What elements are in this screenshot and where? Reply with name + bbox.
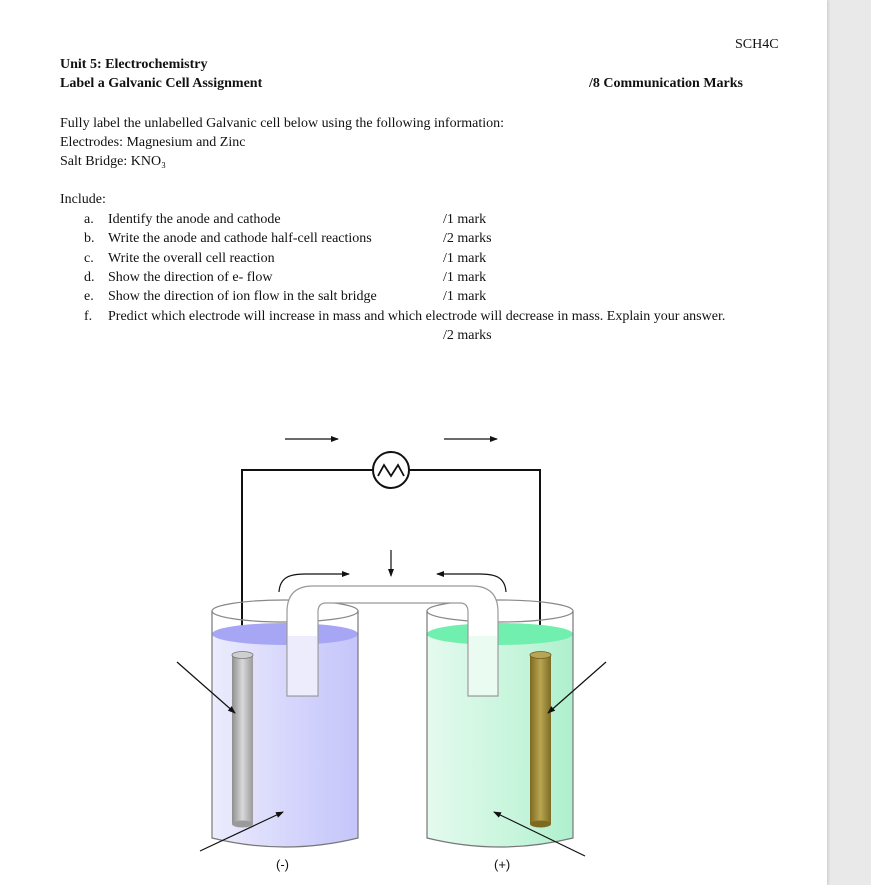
item-marks: /1 mark (443, 212, 487, 227)
item-letter: e. (84, 289, 94, 304)
item-marks: /1 mark (443, 270, 487, 285)
item-text: Write the anode and cathode half-cell reactions (108, 231, 372, 246)
unit-title: Unit 5: Electrochemistry (60, 57, 208, 72)
left-polarity-label: (-) (276, 857, 289, 872)
item-marks: /1 mark (443, 251, 487, 266)
item-letter: c. (84, 251, 94, 266)
communication-marks: /8 Communication Marks (589, 76, 743, 91)
right-polarity-label: (+) (494, 857, 511, 872)
item-marks: /2 marks (443, 231, 492, 246)
right-solution-surface (427, 623, 573, 645)
item-text: Identify the anode and cathode (108, 212, 281, 227)
item-f-marks: /2 marks (443, 328, 492, 343)
left-electrode (232, 652, 253, 828)
right-electrode (530, 652, 551, 828)
item-text: Show the direction of e- flow (108, 270, 273, 285)
item-marks: /1 mark (443, 289, 487, 304)
voltmeter-icon (373, 452, 409, 488)
left-solution-surface (212, 623, 358, 645)
item-text: Show the direction of ion flow in the salt bridge (108, 289, 377, 304)
assignment-title: Label a Galvanic Cell Assignment (60, 76, 263, 91)
salt-bridge-info: Salt Bridge: KNO₃ (60, 154, 166, 169)
right-beaker (427, 600, 573, 847)
item-text: Predict which electrode will increase in mass and which electrode will decrease in mass. Explain your answer. (108, 309, 726, 324)
instruction-text: Fully label the unlabelled Galvanic cell below using the following information: (60, 116, 505, 131)
item-letter: a. (84, 212, 94, 227)
include-heading: Include: (60, 192, 106, 207)
item-letter: f. (84, 309, 93, 324)
electrodes-info: Electrodes: Magnesium and Zinc (60, 135, 246, 150)
item-text: Write the overall cell reaction (108, 251, 275, 266)
item-letter: b. (84, 231, 95, 246)
course-code: SCH4C (735, 37, 779, 52)
item-letter: d. (84, 270, 95, 285)
